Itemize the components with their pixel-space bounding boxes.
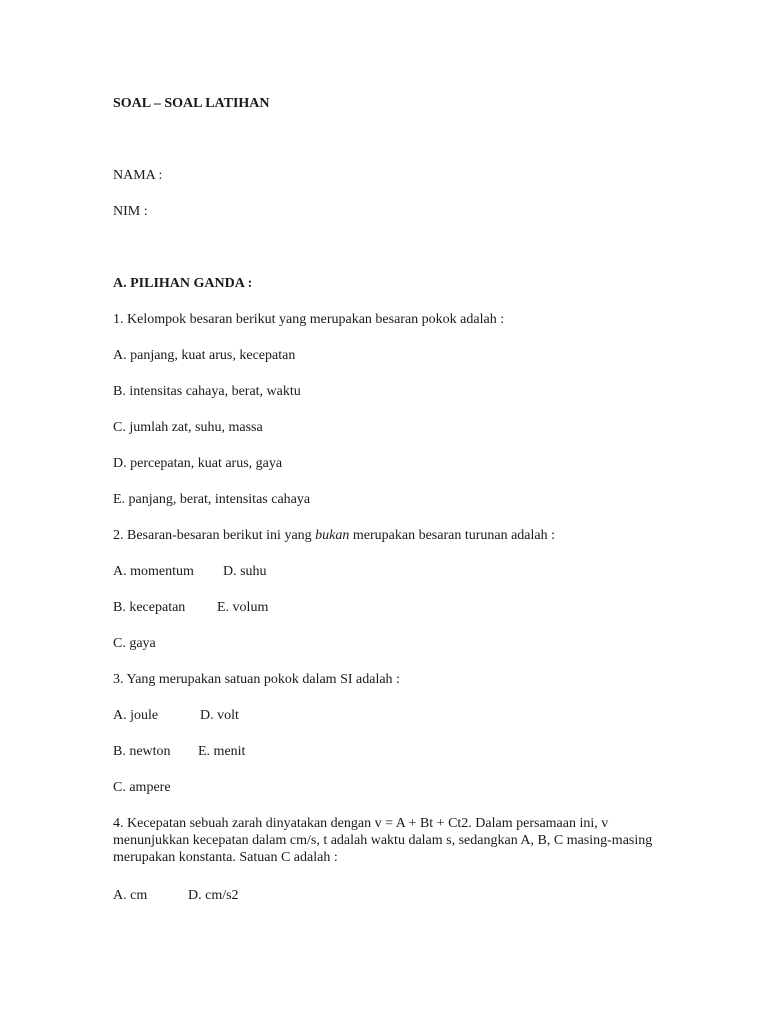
question-4-text: 4. Kecepatan sebuah zarah dinyatakan dengan v = A + Bt + Ct2. Dalam persamaan ini, v menunjukkan kecepatan dalam cm/s, t adalah waktu dalam s, sedangkan A, B, C masing-masing merupakan konstanta. Satuan C adalah : — [113, 816, 653, 865]
q4-option-d: D. cm/s2 — [188, 888, 239, 903]
question-2-text-italic: bukan — [315, 528, 350, 543]
q3-option-b: B. newton — [113, 744, 171, 759]
section-heading-pilihan-ganda: A. PILIHAN GANDA : — [113, 276, 253, 291]
document-title: SOAL – SOAL LATIHAN — [113, 96, 270, 111]
nim-field-label: NIM : — [113, 204, 148, 219]
q3-option-c: C. ampere — [113, 780, 171, 795]
q1-option-b: B. intensitas cahaya, berat, waktu — [113, 384, 301, 399]
question-2-text — [113, 527, 555, 544]
q4-option-a: A. cm — [113, 888, 148, 903]
q1-option-e: E. panjang, berat, intensitas cahaya — [113, 492, 311, 507]
q1-option-d: D. percepatan, kuat arus, gaya — [113, 456, 283, 471]
question-3-text: 3. Yang merupakan satuan pokok dalam SI adalah : — [113, 672, 400, 687]
q2-option-e: E. volum — [217, 600, 269, 615]
q2-option-b: B. kecepatan — [113, 600, 186, 615]
question-1-text: 1. Kelompok besaran berikut yang merupakan besaran pokok adalah : — [113, 312, 505, 327]
nama-field-label: NAMA : — [113, 168, 163, 183]
q2-option-d: D. suhu — [223, 564, 267, 579]
question-2-text-before: 2. Besaran-besaran berikut ini yang — [113, 528, 316, 543]
q3-option-e: E. menit — [198, 744, 246, 759]
q1-option-a: A. panjang, kuat arus, kecepatan — [113, 348, 296, 363]
q1-option-c: C. jumlah zat, suhu, massa — [113, 420, 263, 435]
q3-option-d: D. volt — [200, 708, 239, 723]
q2-option-c: C. gaya — [113, 636, 156, 651]
q3-option-a: A. joule — [113, 708, 159, 723]
question-2-text-after: merupakan besaran turunan adalah : — [349, 528, 556, 543]
q2-option-a: A. momentum — [113, 564, 194, 579]
